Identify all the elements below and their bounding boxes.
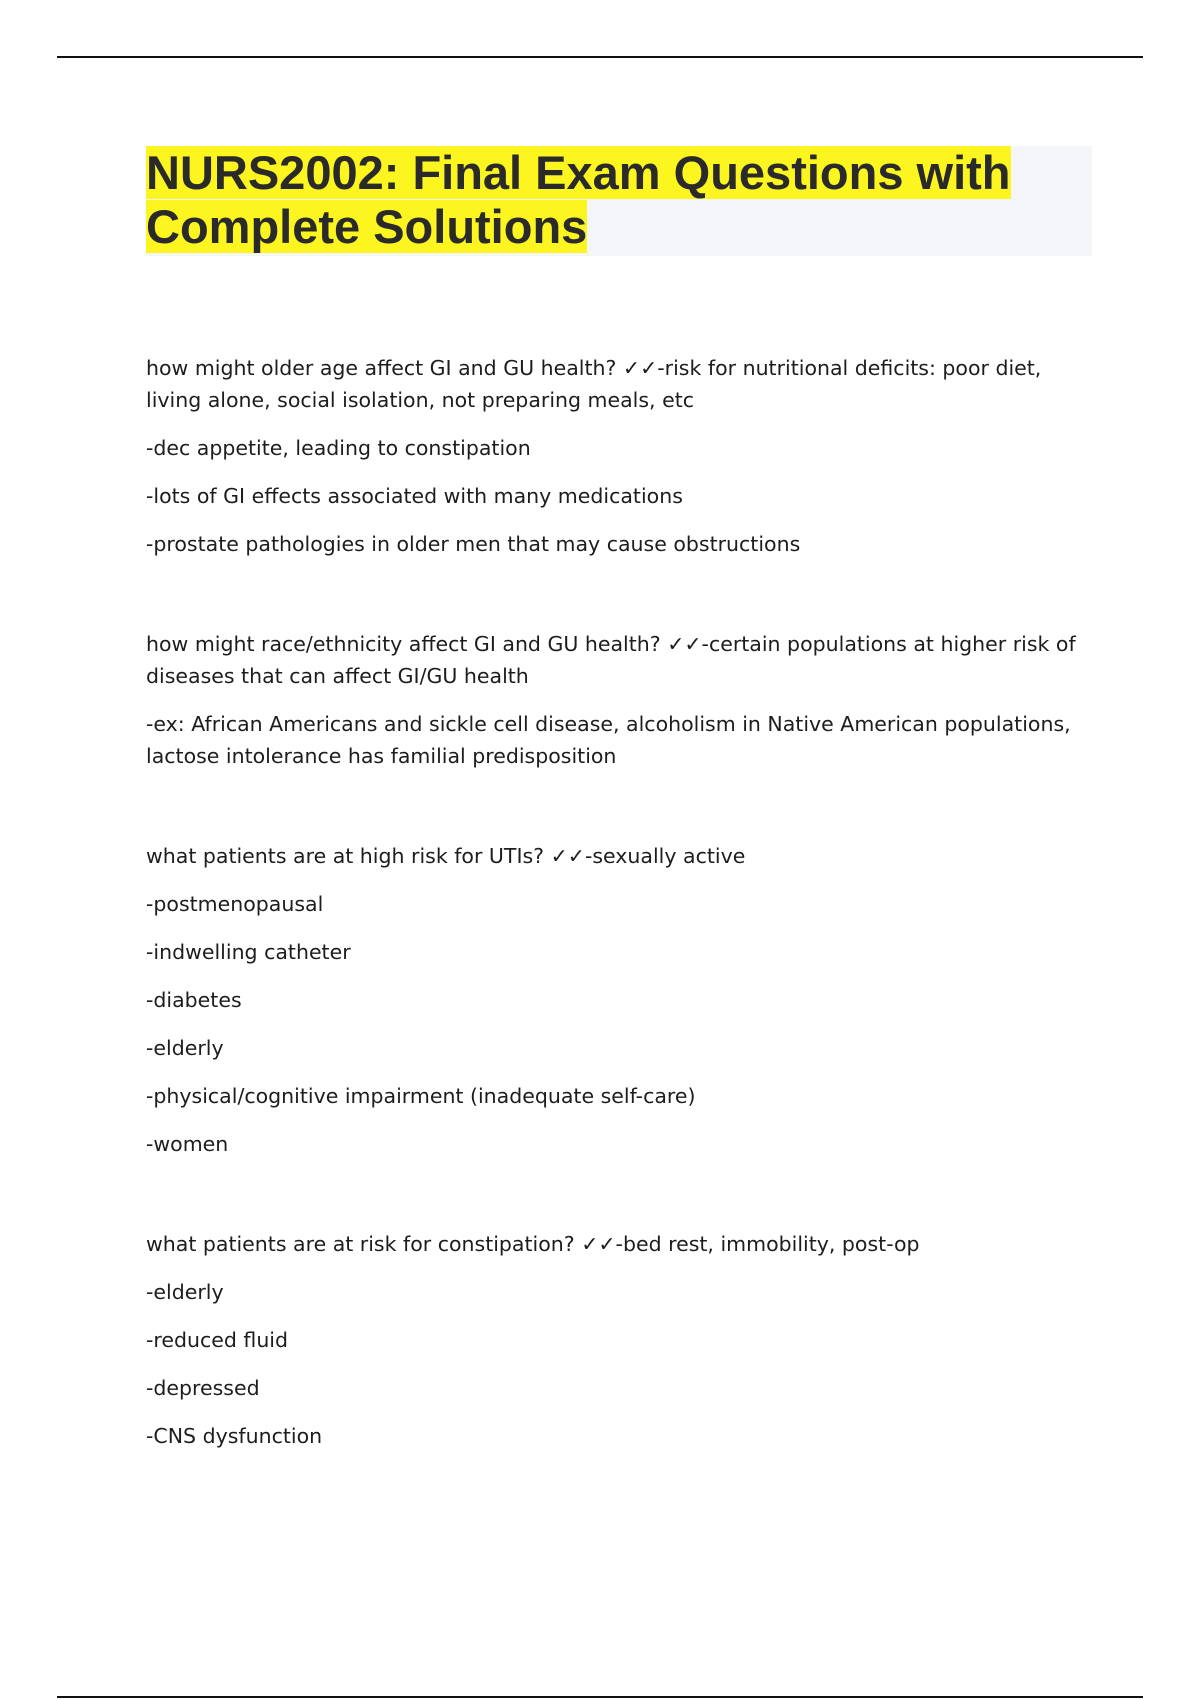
qa-question-line — [146, 628, 1086, 692]
answer-line: -women — [146, 1132, 229, 1156]
answer-line: -prostate pathologies in older men that may cause obstructions — [146, 532, 801, 556]
answer-line: -physical/cognitive impairment (inadequate self-care) — [146, 1084, 696, 1108]
qa-question-line — [146, 352, 1086, 416]
answer-line: -ex: African Americans and sickle cell disease, alcoholism in Native American populations, lactose intolerance has familial predisposition — [146, 712, 1071, 768]
answer-text: -certain populations at higher risk of diseases that can affect GI/GU health — [146, 632, 1076, 688]
qa-item-uti-risk — [146, 840, 1086, 1160]
double-check-icon: ✓✓ — [667, 632, 702, 656]
double-check-icon: ✓✓ — [581, 1232, 616, 1256]
answer-line: -dec appetite, leading to constipation — [146, 436, 531, 460]
document-title — [146, 146, 1092, 254]
document-title-line-1: NURS2002: Final Exam Questions with — [146, 146, 1011, 199]
title-block — [146, 146, 1092, 256]
page-top-rule — [57, 56, 1143, 58]
question-text: how might older age affect GI and GU health? — [146, 356, 617, 380]
answer-line: -diabetes — [146, 988, 242, 1012]
double-check-icon: ✓✓ — [550, 844, 585, 868]
qa-item-constipation-risk — [146, 1228, 1086, 1452]
answer-text: -risk for nutritional deficits: poor diet, living alone, social isolation, not preparing meals, etc — [146, 356, 1042, 412]
answer-line: -reduced fluid — [146, 1328, 289, 1352]
qa-question-line — [146, 1228, 1086, 1260]
question-text: what patients are at high risk for UTIs? — [146, 844, 545, 868]
qa-item-older-age — [146, 352, 1086, 560]
answer-line: -elderly — [146, 1036, 224, 1060]
qa-content — [146, 352, 1086, 1520]
qa-question-line — [146, 840, 1086, 872]
answer-line: -indwelling catheter — [146, 940, 351, 964]
question-text: what patients are at risk for constipation? — [146, 1232, 575, 1256]
question-text: how might race/ethnicity affect GI and GU health? — [146, 632, 661, 656]
answer-text: -bed rest, immobility, post-op — [615, 1232, 920, 1256]
answer-line: -CNS dysfunction — [146, 1424, 323, 1448]
page-bottom-rule — [57, 1696, 1143, 1698]
qa-item-race-ethnicity — [146, 628, 1086, 772]
double-check-icon: ✓✓ — [622, 356, 658, 380]
answer-line: -depressed — [146, 1376, 260, 1400]
answer-line: -lots of GI effects associated with many medications — [146, 484, 683, 508]
answer-line: -postmenopausal — [146, 892, 324, 916]
answer-text: -sexually active — [584, 844, 746, 868]
document-title-line-2: Complete Solutions — [146, 200, 588, 253]
answer-line: -elderly — [146, 1280, 224, 1304]
